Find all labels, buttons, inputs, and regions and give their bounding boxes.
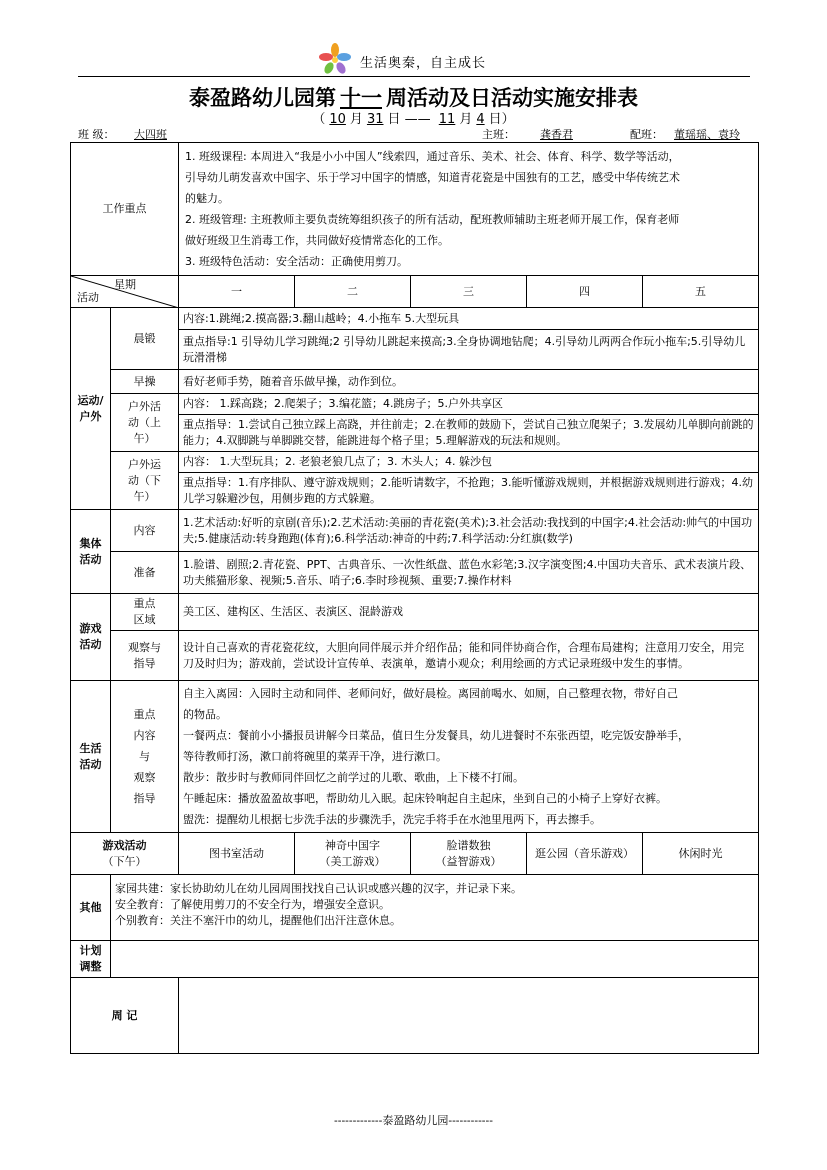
weekly-note-content[interactable] <box>179 978 759 1054</box>
date-open: （ <box>312 112 326 127</box>
group-content-row <box>71 510 759 552</box>
class-info-row <box>70 126 758 142</box>
life-line: 的物品。 <box>183 708 227 721</box>
month-label-1: 月 <box>349 112 363 127</box>
group-prep-row <box>71 552 759 594</box>
work-focus-line: 3. 班级特色活动：安全活动：正确使用剪刀。 <box>185 255 408 268</box>
group-prep: 1.脸谱、剧照;2.青花瓷、PPT、古典音乐、一次性纸盘、蓝色水彩笔;3.汉字演变图;4.中国功夫音乐、武术表演片段、功夫熊猫形象、视频;5.音乐、哨子;6.李时珍视频、重要;7.操作材料 <box>179 552 759 594</box>
weekday-5: 五 <box>643 276 759 308</box>
work-focus-line: 1. 班级课程: 本周进入“我是小小中国人”线索四，通过音乐、美术、社会、体育、科学、数学等活动， <box>185 150 680 163</box>
exercise-content: 看好老师手势，随着音乐做早操，动作到位。 <box>179 370 759 394</box>
weekly-note-label: 周 记 <box>71 978 179 1054</box>
morning-label: 晨锻 <box>111 308 179 370</box>
header-divider <box>78 76 750 77</box>
afternoon-game-3: 脸谱数独 （益智游戏） <box>411 833 527 875</box>
weekday-3: 三 <box>411 276 527 308</box>
work-focus-label: 工作重点 <box>71 143 179 276</box>
day-label-2: 日） <box>488 112 515 127</box>
corner-weekday-label: 星期 <box>114 278 136 291</box>
group-content: 1.艺术活动:好听的京剧(音乐);2.艺术活动:美丽的青花瓷(美术);3.社会活动:我找到的中国字;4.社会活动:帅气的中国功夫;5.健康活动:转身跑跑(体育);6.科学活动:神奇的中药;7.科学活动:分红旗(数学) <box>179 510 759 552</box>
afternoon-games-row <box>71 833 759 875</box>
other-label: 其他 <box>71 875 111 941</box>
am-outdoor-focus: 重点指导：1.尝试自己独立踩上高跷，并往前走；2.在教师的鼓励下，尝试自己独立爬架子；3.发展幼儿单脚向前跳的能力；4.双脚跳与单脚跳交替，能跳进每个格子里；5.理解游戏的玩法和规则。 <box>179 415 759 452</box>
am-outdoor-content: 内容： 1.踩高跷；2.爬架子；3.编花篮；4.跳房子；5.户外共享区 <box>179 394 759 415</box>
game-observe-row <box>71 631 759 681</box>
am-outdoor-content-row <box>71 394 759 415</box>
plan-adjust-row <box>71 941 759 978</box>
life-line: 等待教师打汤，漱口前将碗里的菜弄干净，进行漱口。 <box>183 750 447 763</box>
morning-exercise-content-row <box>71 308 759 330</box>
flower-logo-icon <box>318 42 352 76</box>
title-week: 十一 <box>340 85 382 110</box>
pm-outdoor-content-row <box>71 452 759 473</box>
assistant-label: 配班： <box>630 128 663 141</box>
afternoon-game-2: 神奇中国字 （美工游戏） <box>295 833 411 875</box>
life-line: 一餐两点：餐前小小播报员讲解今日菜品，值日生分发餐具，幼儿进餐时不东张西望，吃完饭安静举手， <box>183 729 689 742</box>
afternoon-game-5: 休闲时光 <box>643 833 759 875</box>
page-footer: -------------泰盈路幼儿园------------ <box>334 1114 493 1127</box>
group-prep-label: 准备 <box>111 552 179 594</box>
sports-group-label: 运动/户外 <box>71 308 111 510</box>
group-activity-label: 集体活动 <box>71 510 111 594</box>
other-content <box>111 875 759 941</box>
work-focus-row <box>71 143 759 276</box>
plan-adjust-label: 计划调整 <box>71 941 111 978</box>
week-header-row <box>71 276 759 308</box>
afternoon-game-4: 逛公园（音乐游戏） <box>527 833 643 875</box>
pm-outdoor-focus: 重点指导：1.有序排队、遵守游戏规则；2.能听请数字，不抢跑；3.能听懂游戏规则，并根据游戏规则进行游戏；4.幼儿学习躲避沙包，用侧步跑的方式躲避。 <box>179 473 759 510</box>
header-slogan: 生活奥秦，自主成长 <box>360 56 487 71</box>
class-label: 班 级： <box>78 128 115 141</box>
life-line: 午睡起床：播放盈盈故事吧，帮助幼儿入眠。起床铃响起自主起床，坐到自己的小椅子上穿好衣裤。 <box>183 792 667 805</box>
class-value: 大四班 <box>134 128 167 141</box>
group-content-label: 内容 <box>111 510 179 552</box>
game-area-row <box>71 594 759 631</box>
other-line: 家园共建：家长协助幼儿在幼儿园周围找找自己认识或感兴趣的汉字，并记录下来。 <box>115 882 522 895</box>
exercise-label: 早操 <box>111 370 179 394</box>
other-line: 安全教育：了解使用剪刀的不安全行为，增强安全意识。 <box>115 898 390 911</box>
game-observe: 设计自己喜欢的青花瓷花纹，大胆向同伴展示并介绍作品；能和同伴协商合作，合理布局建构；注意用刀安全，用完刀及时归为；游戏前，尝试设计宣传单、表演单，邀请小观众；利用绘画的方式记录班级中发生的事情。 <box>179 631 759 681</box>
game-observe-label: 观察与指导 <box>111 631 179 681</box>
game-area-label: 重点区域 <box>111 594 179 631</box>
end-day: 4 <box>476 112 485 127</box>
work-focus-line: 做好班级卫生消毒工作，共同做好疫情常态化的工作。 <box>185 234 449 247</box>
life-line: 自主入离园：入园时主动和同伴、老师问好，做好晨检。离园前喝水、如厕，自己整理衣物，带好自己 <box>183 687 678 700</box>
work-focus-line: 引导幼儿萌发喜欢中国字、乐于学习中国字的情感，知道青花瓷是中国独有的工艺，感受中华传统艺术 <box>185 171 680 184</box>
main-teacher-label: 主班： <box>482 128 515 141</box>
work-focus-line: 2. 班级管理: 主班教师主要负责统筹组织孩子的所有活动，配班教师辅助主班老师开展工作，保育老师 <box>185 213 680 226</box>
weekday-1: 一 <box>179 276 295 308</box>
title-suffix: 周活动及日活动实施安排表 <box>386 85 638 110</box>
life-activity-content <box>179 681 759 833</box>
morning-focus: 重点指导:1 引导幼儿学习跳绳;2 引导幼儿跳起来摸高;3.全身协调地钻爬；4.引导幼儿两两合作玩小拖车;5.引导幼儿玩滑滑梯 <box>179 330 759 370</box>
other-row <box>71 875 759 941</box>
weekday-4: 四 <box>527 276 643 308</box>
page-header <box>0 0 827 80</box>
life-line: 盥洗：提醒幼儿根据七步洗手法的步骤洗手，洗完手将手在水池里甩两下，再去擦手。 <box>183 813 601 826</box>
life-line: 散步：散步时与教师同伴回忆之前学过的儿歌、歌曲，上下楼不打闹。 <box>183 771 524 784</box>
main-teacher-value: 龚香君 <box>540 128 573 141</box>
afternoon-game-1: 图书室活动 <box>179 833 295 875</box>
date-range <box>0 108 827 127</box>
life-activity-row <box>71 681 759 833</box>
start-month: 10 <box>329 112 346 127</box>
am-outdoor-label: 户外活动（上午） <box>111 394 179 452</box>
other-line: 个别教育：关注不塞汗巾的幼儿，提醒他们出汗注意休息。 <box>115 914 401 927</box>
start-day: 31 <box>366 112 384 127</box>
exercise-row <box>71 370 759 394</box>
life-activity-label: 生活活动 <box>71 681 111 833</box>
corner-activity-label: 活动 <box>77 291 99 304</box>
month-label-2: 月 <box>459 112 473 127</box>
assistant-value: 董瑶瑶、袁玲 <box>674 128 740 141</box>
pm-outdoor-label: 户外运动（下午） <box>111 452 179 510</box>
game-activity-label: 游戏活动 <box>71 594 111 681</box>
game-area: 美工区、建构区、生活区、表演区、混龄游戏 <box>179 594 759 631</box>
week-corner-cell <box>71 276 179 308</box>
end-month: 11 <box>438 112 456 127</box>
morning-content: 内容:1.跳绳;2.摸高器;3.翻山越岭；4.小拖车 5.大型玩具 <box>179 308 759 330</box>
afternoon-games-label: 游戏活动 （下午） <box>71 833 179 875</box>
work-focus-line: 的魅力。 <box>185 192 229 205</box>
pm-outdoor-content: 内容： 1.大型玩具；2. 老狼老狼几点了；3. 木头人；4. 躲沙包 <box>179 452 759 473</box>
work-focus-content <box>179 143 759 276</box>
weekday-2: 二 <box>295 276 411 308</box>
life-focus-label: 重点 内容 与 观察 指导 <box>111 681 179 833</box>
plan-adjust-content[interactable] <box>111 941 759 978</box>
title-prefix: 泰盈路幼儿园第 <box>189 85 336 110</box>
day-label-1: 日 —— <box>387 112 431 127</box>
weekly-note-row <box>71 978 759 1054</box>
activity-plan-table <box>70 142 759 1054</box>
